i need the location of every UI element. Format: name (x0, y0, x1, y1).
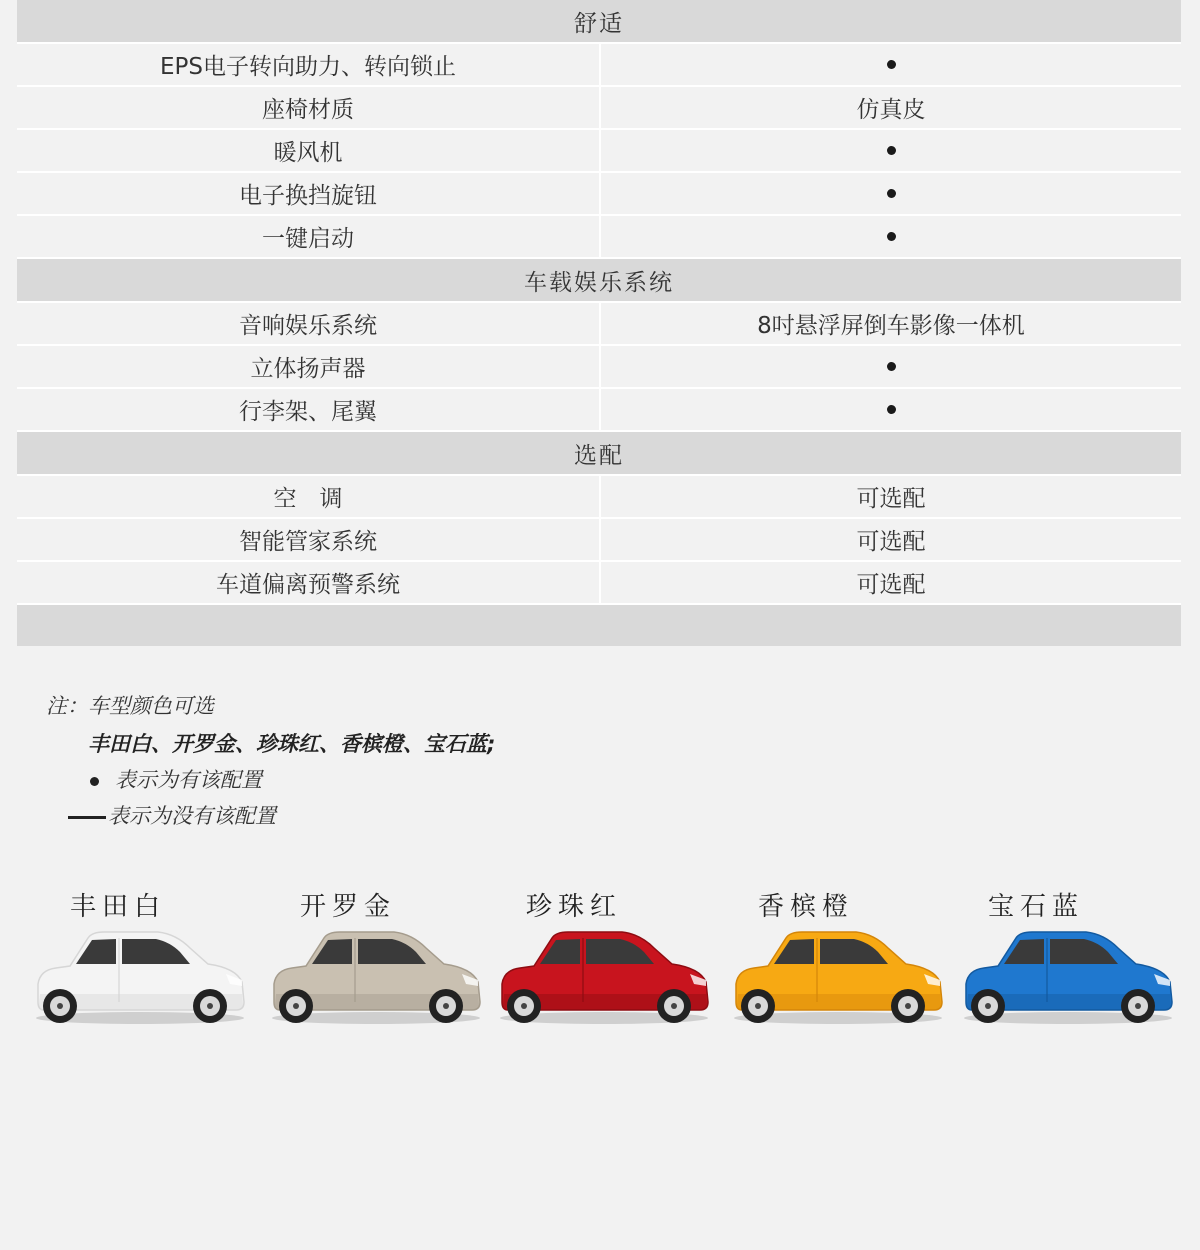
section-header-infotainment: 车载娱乐系统 (17, 259, 1181, 303)
note-not-included: 表示为没有该配置 (68, 800, 276, 830)
car-wheel-hub (57, 1003, 63, 1009)
car-wheel-hub (671, 1003, 677, 1009)
car-white (30, 880, 250, 1040)
car-wheel-hub (985, 1003, 991, 1009)
feature-cell: EPS电子转向助力、转向锁止 (17, 44, 601, 85)
car-label: 宝石蓝 (988, 892, 1085, 922)
feature-cell: 空 调 (17, 476, 601, 517)
feature-cell: 立体扬声器 (17, 346, 601, 387)
included-dot-icon (887, 362, 896, 371)
value-cell: 8吋悬浮屏倒车影像一体机 (757, 313, 1025, 339)
car-gold (266, 880, 486, 1040)
feature-cell: 车道偏离预警系统 (17, 562, 601, 603)
table-row (17, 519, 1181, 562)
car-wheel-hub (293, 1003, 299, 1009)
included-dot-icon (887, 405, 896, 414)
included-dot-icon (887, 189, 896, 198)
car-wheel-hub (755, 1003, 761, 1009)
table-row (17, 173, 1181, 216)
note-included: 表示为有该配置 (90, 764, 262, 794)
table-footer-bar (17, 605, 1181, 646)
note-title: 注：车型颜色可选 (46, 694, 214, 718)
value-cell: 仿真皮 (856, 97, 926, 123)
car-wheel-hub (905, 1003, 911, 1009)
value-cell: 可选配 (856, 486, 926, 512)
included-dot-icon (887, 60, 896, 69)
car-wheel-hub (521, 1003, 527, 1009)
table-row (17, 130, 1181, 173)
car-wheel-hub (443, 1003, 449, 1009)
car-gold-image (266, 924, 486, 1034)
included-dot-icon (887, 146, 896, 155)
value-cell (601, 44, 1181, 85)
table-row (17, 346, 1181, 389)
table-row (17, 303, 1181, 346)
car-label: 香槟橙 (758, 892, 855, 922)
note-colors: 丰田白、开罗金、珍珠红、香槟橙、宝石蓝; (88, 732, 496, 756)
not-included-dash-icon (68, 816, 106, 819)
table-row (17, 44, 1181, 87)
car-orange-image (728, 924, 948, 1034)
car-red (494, 880, 714, 1040)
table-row (17, 389, 1181, 432)
car-label: 珍珠红 (526, 892, 623, 922)
car-red-image (494, 924, 714, 1034)
car-blue-image (958, 924, 1178, 1034)
included-dot-icon (887, 232, 896, 241)
value-cell (601, 389, 1181, 430)
value-cell (601, 173, 1181, 214)
section-header-options: 选配 (17, 432, 1181, 476)
car-wheel-hub (1135, 1003, 1141, 1009)
car-label: 丰田白 (70, 892, 167, 922)
car-label: 开罗金 (300, 892, 397, 922)
table-row (17, 216, 1181, 259)
car-white-image (30, 924, 250, 1034)
feature-cell: 暖风机 (17, 130, 601, 171)
value-cell: 可选配 (856, 572, 926, 598)
value-cell (601, 346, 1181, 387)
feature-cell: 行李架、尾翼 (17, 389, 601, 430)
section-header-comfort: 舒适 (17, 0, 1181, 44)
feature-cell: 一键启动 (17, 216, 601, 257)
value-cell (601, 130, 1181, 171)
table-row (17, 562, 1181, 605)
car-orange (728, 880, 948, 1040)
table-row (17, 476, 1181, 519)
feature-cell: 智能管家系统 (17, 519, 601, 560)
feature-cell: 座椅材质 (17, 87, 601, 128)
value-cell: 可选配 (856, 529, 926, 555)
car-wheel-hub (207, 1003, 213, 1009)
feature-cell: 音响娱乐系统 (17, 303, 601, 344)
car-blue (958, 880, 1178, 1040)
spec-table (17, 0, 1181, 646)
included-dot-icon (90, 777, 99, 786)
value-cell (601, 216, 1181, 257)
feature-cell: 电子换挡旋钮 (17, 173, 601, 214)
car-color-lineup (0, 880, 1200, 1040)
table-row (17, 87, 1181, 130)
